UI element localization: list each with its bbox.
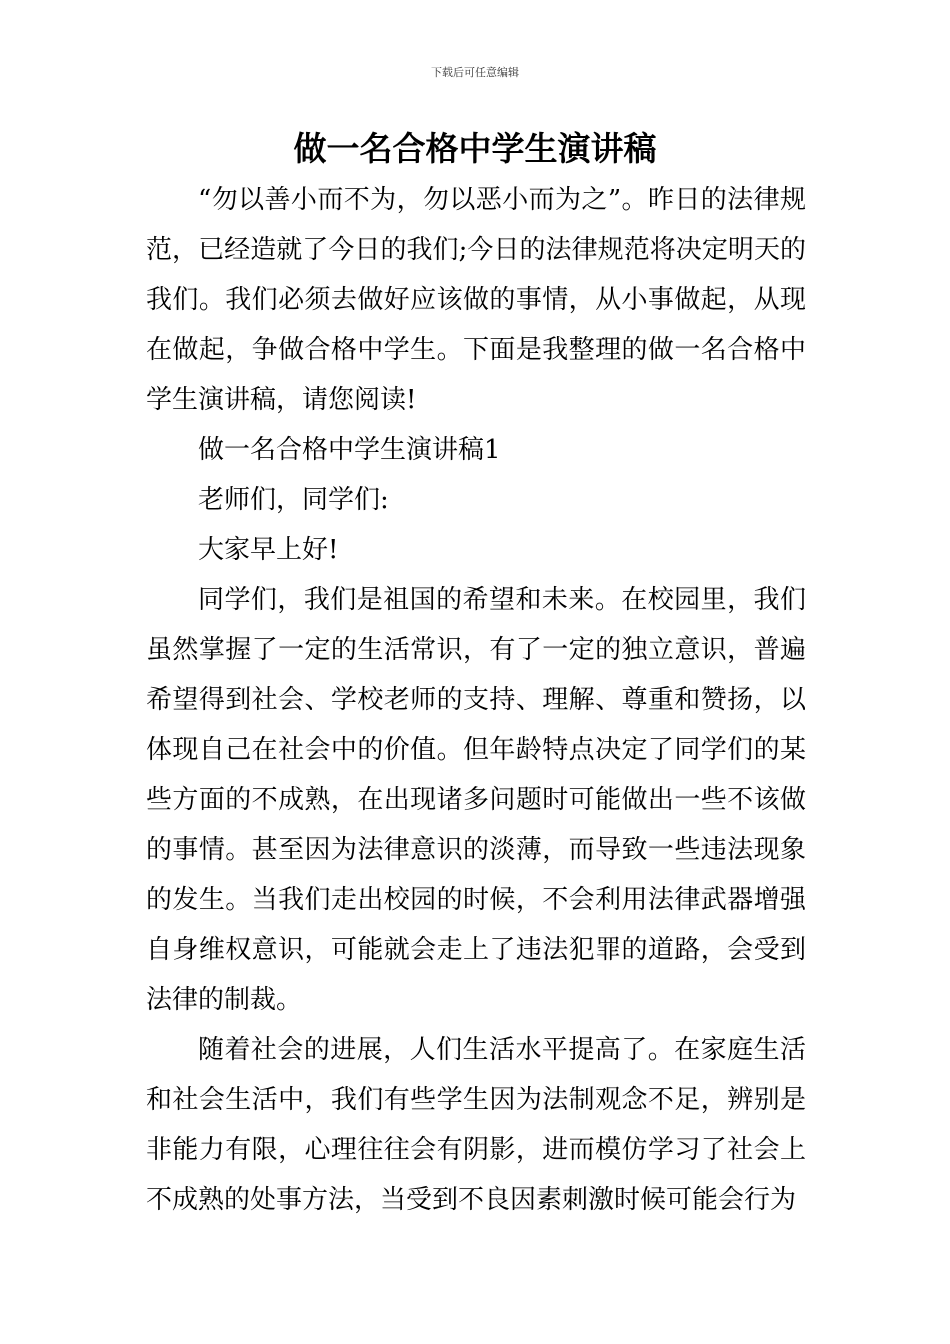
intro-paragraph: “勿以善小而不为，勿以恶小而为之”。昨日的法律规范，已经造就了今日的我们;今日的法律规范将决定明天的我们。我们必须去做好应该做的事情，从小事做起，从现在做起，争做合格中学生。下面是我整理的做一名合格中学生演讲稿，请您阅读! [146, 185, 806, 415]
body-paragraph: 随着社会的进展，人们生活水平提高了。在家庭生活和社会生活中，我们有些学生因为法制观念不足，辨别是非能力有限，心理往往会有阴影，进而模仿学习了社会上不成熟的处事方法，当受到不良因素刺激时候可能会行为 [146, 1035, 806, 1215]
document-title: 做一名合格中学生演讲稿 [293, 129, 657, 168]
speech-heading: 做一名合格中学生演讲稿1 [198, 435, 501, 465]
page-header-note: 下载后可任意编辑 [431, 66, 519, 79]
document-body [146, 175, 806, 1225]
greeting: 大家早上好! [198, 535, 339, 565]
salutation: 老师们，同学们: [198, 485, 389, 515]
body-paragraph: 同学们，我们是祖国的希望和未来。在校园里，我们虽然掌握了一定的生活常识，有了一定的独立意识，普遍希望得到社会、学校老师的支持、理解、尊重和赞扬，以体现自己在社会中的价值。但年龄特点决定了同学们的某些方面的不成熟，在出现诸多问题时可能做出一些不该做的事情。甚至因为法律意识的淡薄，而导致一些违法现象的发生。当我们走出校园的时候，不会利用法律武器增强自身维权意识，可能就会走上了违法犯罪的道路，会受到法律的制裁。 [146, 585, 806, 1015]
